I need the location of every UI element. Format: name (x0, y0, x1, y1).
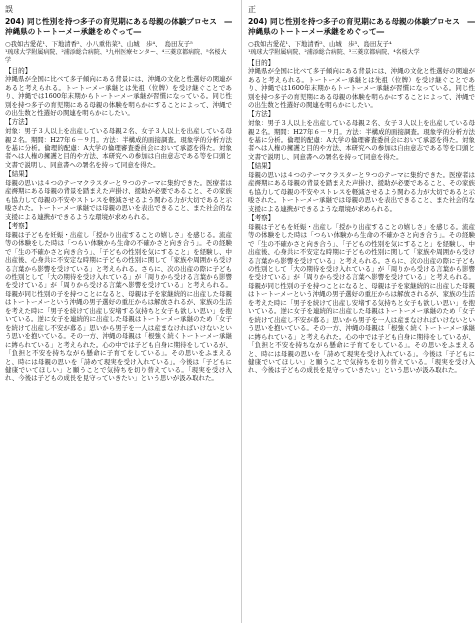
section-heading-results: 【結果】 (248, 162, 275, 171)
section-heading-discussion: 【考察】 (5, 222, 32, 231)
correct-label: 正 (248, 5, 256, 14)
affiliation-list: ¹琉球大学附属病院、²浦添総合病院、³三菱京都病院、⁴名桜大学 (248, 48, 420, 56)
section-heading-purpose: 【目的】 (248, 58, 275, 67)
section-text-method: 対象：男子３人以上を出産している母親２名、女子３人以上を出産している母親２名。期間：H27年６－９月。方法：半構成的面接調査。現象学的分析方法を基に分析。倫理的配慮：A大学の倫理審査委員会において承認を得た。対象者へは人権の擁護と目的や方法、本研究への参加は自由意志である等を口頭と文書で説明し、同意書への署名を持って同意を得た。 (248, 119, 475, 161)
abstract-body (248, 59, 475, 375)
section-text-results: 母親の思いは４つのテーマクラスターと９つのテーマに集約できた。医療者は産褥期にある母親の背景を踏まえた声掛け、援助が必要であること、その家族も協力して母親の不安やストレスを軽減させるよう関わる力が大切であると示唆された。トートーメー承継では母親の思いを表出できること、また社会的な支援による連携ができるような環境が求められる。 (5, 178, 232, 221)
column-divider (241, 0, 242, 623)
abstract-title: 204) 同じ性別を持つ多子の育児期にある母親の体験プロセス ―沖縄県のトートーメー承継をめぐって― (5, 17, 232, 36)
section-heading-results: 【結果】 (5, 170, 32, 179)
section-heading-discussion: 【考察】 (248, 214, 275, 223)
abstract-body (5, 67, 232, 383)
section-text-method: 対象：男子３人以上を出産している母親２名、女子３人以上を出産している母親２名。期間：H27年６－９月。方法：半構成的面接調査。現象学的分析方法を基に分析。倫理的配慮：A大学の倫理審査委員会において承認を得た。対象者へは人権の擁護と目的や方法、本研究への参加は自由意志である等を口頭と文書で説明し、同意書への署名を持って同意を得た。 (5, 127, 232, 169)
section-text-discussion: 母親は子どもを妊娠・出産し「授かり出産することの嬉しさ」を感じる。流産等の体験をした時は「つらい体験から生命の不確かさと向き合う」。その経験で「生の不確かさと向き合う」、「子どもの性別を気にすること」を経験し、中出産後、心身共に不安定な時期に子どもの性別に関して「家族や周囲から受ける言葉から影響を受けている」と考えられる。さらに、次の出産の際に子どもの性別として「大の期待を受け入れている」が「周りから受ける言葉から影響を受けている」が「周りから受ける言葉へ影響を受けている」と考えられる。母親が同じ性別の子を持つことになると、母親は子を家継続的に出産した母親はトートーメーという沖縄の男子選好の重圧からは解放されるが、家族の生活を考えた時に「男子を続けて出産し安堵する気持ちと女子も欲しい思い」を抱いている。逆に女子を連続的に出産した母親はトートーメー承継のため「女子を続けて出産し不安が募る」思いから男子を一人は産まなければいけないという思いを抱いている。その一方、沖縄の母親は「根強く続くトートーメー承継に縛られている」と考えられた。心の中では子ども自身に期待をしているが、「負担と不安を持ちながら懸命に子育てをしている」。その思いをふまえると、時には母親の思いを「詩めて現実を受け入れている」。今後は「子どもに健康でいてほしい」と願うことで気持ちを切り替えている。「現実を受け入れ、今後は子どもの成長を見守っていきたい」という思いが汲み取れた。 (248, 222, 475, 375)
section-heading-purpose: 【目的】 (5, 66, 32, 75)
section-text-results: 母親の思いは４つのテーマクラスターと９つのテーマに集約できた。医療者は産褥期にある母親の背景を踏まえた声掛け、援助が必要であること、その家族も協力して母親の不安やストレスを軽減させるよう関わる力が大切であると示唆された。トートーメー承継では母親の思いを表出できること、また社会的な支援による連携ができるような環境が求められる。 (248, 170, 475, 213)
errata-column-correct (248, 0, 475, 623)
section-text-purpose: 沖縄県が全国に比べて多子傾向にある背景には、沖縄の文化と性選好の関連があると考えられる。トートーメー承継とは先祖（位牌）を受け継ぐことであり、沖縄では1600年末期からトートーメー承継が習慣になっている。同じ性別を持つ多子の育児期にある母親の体験を明らかにすることによって、沖縄での出生数と性選好の関連を明らかにしたい。 (5, 75, 232, 117)
abstract-title: 204) 同じ性別を持つ多子の育児期にある母親の体験プロセス ―沖縄県のトートーメー承継をめぐって― (248, 17, 475, 36)
section-heading-method: 【方法】 (5, 118, 32, 127)
wrong-label: 誤 (5, 5, 13, 14)
author-list: ○我如古愛花¹、下地清香²、山城 歩³、島田友子⁴ (248, 40, 392, 48)
section-heading-method: 【方法】 (248, 110, 275, 119)
errata-column-wrong (5, 0, 232, 623)
section-text-purpose: 沖縄県が全国に比べて多子傾向にある背景には、沖縄の文化と性選好の関連があると考えられる。トートーメー承継とは先祖（位牌）を受け継ぐことであり、沖縄では1600年末期からトートーメー承継が習慣になっている。同じ性別を持つ多子の育児期にある母親の体験を明らかにすることによって、沖縄での出生数と性選好の関連を明らかにしたい。 (248, 67, 475, 109)
section-text-discussion: 母親は子どもを妊娠・出産し「授かり出産することの嬉しさ」を感じる。流産等の体験をした時は「つらい体験から生命の不確かさと向き合う」。その経験で「生の不確かさと向き合う」、「子どもの性別を気にすること」を経験し、中出産後、心身共に不安定な時期に子どもの性別に関して「家族や周囲から受ける言葉から影響を受けている」と考えられる。さらに、次の出産の際に子どもの性別として「大の期待を受け入れている」が「周りから受ける言葉から影響を受けている」が「周りから受ける言葉へ影響を受けている」と考えられる。母親が同じ性別の子を持つことになると、母親は子を家継続的に出産した母親はトートーメーという沖縄の男子選好の重圧からは解放されるが、家族の生活を考えた時に「男子を続けて出産し安堵する気持ちと女子も欲しい思い」を抱いている。逆に女子を連続的に出産した母親はトートーメー承継のため「女子を続けて出産し不安が募る」思いから男子を一人は産まなければいけないという思いを抱いている。その一方、沖縄の母親は「根強く続くトートーメー承継に縛られている」と考えられた。心の中では子ども自身に期待をしているが、「負担と不安を持ちながら懸命に子育てをしている」。その思いをふまえると、時には母親の思いを「詩めて現実を受け入れている」。今後は「子どもに健康でいてほしい」と願うことで気持ちを切り替えている。「現実を受け入れ、今後は子どもの成長を見守っていきたい」という思いが汲み取れた。 (5, 230, 232, 383)
author-list: ○我如古愛花¹、下地清香²、小八重佑菜³、山城 歩⁴、 島田友子⁵ (5, 40, 193, 48)
affiliation-list: ¹琉球大学附属病院、²浦添総合病院、³九州医療センター、⁴三菱京都病院、⁵名桜大学 (5, 48, 227, 64)
